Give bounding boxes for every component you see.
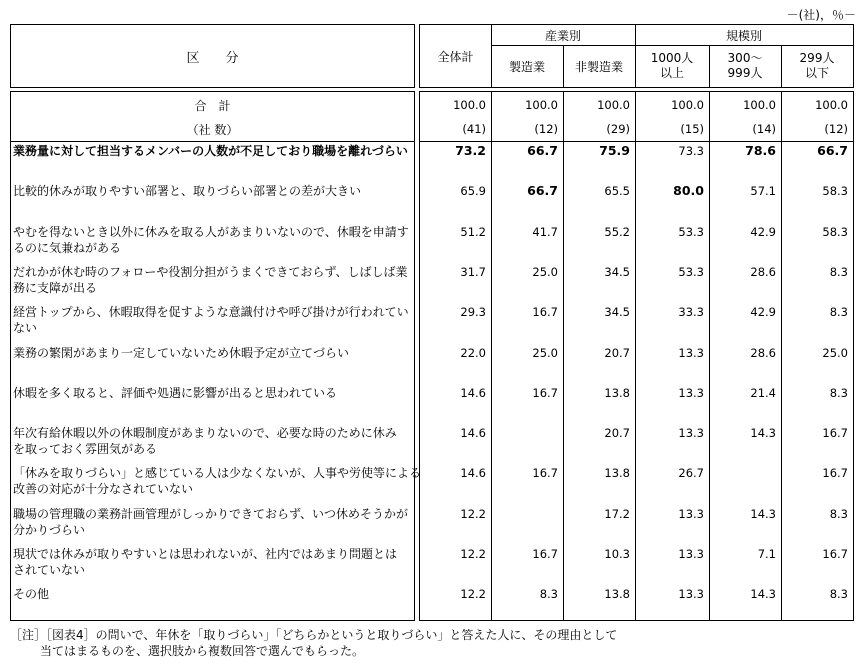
row-value: 13.8 [604,587,630,602]
row-value: 14.3 [750,426,776,441]
summary-count-value: (29) [606,122,630,136]
row-value: 51.2 [460,224,486,239]
row-value: 16.7 [822,426,848,441]
row-value: 22.0 [460,345,486,360]
row-label-cont: 務に支障が出る [13,280,98,295]
row-label: 比較的休みが取りやすい部署と、取りづらい部署との差が大きい [13,184,362,199]
summary-count-label: （社 数） [186,122,239,137]
note-line-2: 当てはまるものを、選択肢から複数回答で選んでもらった。 [40,644,365,658]
header-size-small: 299人 以下 [799,51,835,80]
header-category: 区 分 [186,50,239,66]
row-label: 業務の繁閑があまり一定していないため休暇予定が立てづらい [13,345,350,360]
row-value: 28.6 [750,264,776,279]
row-value: 8.3 [829,305,848,320]
row-label: 年次有給休暇以外の休暇制度があまりないので、必要な時のために休み [13,426,397,441]
row-label-cont: るのに気兼ねがある [13,240,122,255]
row-value: 8.3 [829,264,848,279]
row-value: 12.2 [460,506,486,521]
row-value: 21.4 [750,385,776,400]
row-value: 34.5 [604,305,630,320]
summary-count-value: (12) [824,122,848,136]
row-value: 58.3 [822,224,848,239]
row-value: 66.7 [527,143,558,158]
header-size-group: 規模別 [725,28,762,43]
row-label: 経営トップから、休暇取得を促すような意識付けや呼び掛けが行われてい [13,305,409,320]
summary-count-value: (12) [534,122,558,136]
row-label: 現状では休みが取りやすいとは思われないが、社内ではあまり問題とは [13,547,398,561]
row-value: 28.6 [750,345,776,360]
header-non-manufacturing: 非製造業 [574,59,623,74]
summary-count-value: (15) [680,122,704,136]
row-label: やむを得ないとき以外に休みを取る人があまりいないので、休暇を申請す [13,224,409,239]
row-value: 25.0 [532,264,558,279]
row-value: 10.3 [604,547,630,561]
summary-total-value: 100.0 [525,98,558,112]
row-value: 80.0 [673,183,704,199]
row-value: 29.3 [460,305,486,320]
row-value: 12.2 [460,587,486,602]
row-label-cont: 改善の対応が十分なされていない [13,482,194,497]
row-value: 42.9 [750,224,776,239]
row-value: 13.3 [678,547,704,561]
row-label-cont: ない [13,321,38,336]
row-value: 25.0 [822,345,848,360]
row-value: 16.7 [532,466,558,481]
row-value: 20.7 [604,345,630,360]
row-value: 53.3 [678,224,704,239]
summary-total-value: 100.0 [743,98,776,112]
row-label-cont: されていない [13,563,86,577]
row-value: 13.8 [604,385,630,400]
row-value: 73.2 [455,143,486,158]
row-value: 31.7 [460,264,486,279]
row-value: 8.3 [539,587,558,602]
row-value: 16.7 [532,305,558,320]
row-value: 14.6 [460,466,486,481]
row-value: 16.7 [532,547,558,561]
row-value: 66.7 [817,143,848,158]
row-value: 7.1 [757,547,776,561]
row-label: 職場の管理職の業務計画管理がしっかりできておらず、いつ休めそうかが [13,506,409,521]
row-value: 8.3 [829,506,848,521]
row-value: 41.7 [532,224,558,239]
row-value: 14.3 [750,506,776,521]
row-value: 42.9 [750,305,776,320]
row-value: 53.3 [678,264,704,279]
unit-label: －(社)，％－ [786,8,856,22]
summary-total-value: 100.0 [671,98,704,112]
row-value: 26.7 [678,466,704,481]
row-value: 17.2 [604,506,630,521]
row-value: 8.3 [829,587,848,602]
row-value: 13.3 [678,587,704,602]
header-manufacturing: 製造業 [508,59,545,74]
row-value: 14.6 [460,385,486,400]
row-value: 14.3 [750,587,776,602]
body-values-box [419,91,854,621]
row-value: 12.2 [460,547,486,561]
row-value: 16.7 [532,385,558,400]
row-value: 78.6 [745,143,776,158]
header-total: 全体計 [437,49,474,64]
summary-count-value: (14) [752,122,776,136]
header-size-mid: 300～ 999人 [727,51,763,80]
summary-total-value: 100.0 [597,98,630,112]
row-value: 57.1 [750,184,776,199]
row-value: 13.3 [678,426,704,441]
row-value: 20.7 [604,426,630,441]
summary-total-label: 合 計 [194,98,231,113]
row-value: 66.7 [527,183,558,199]
summary-total-value: 100.0 [815,98,848,112]
row-label: 業務量に対して担当するメンバーの人数が不足しており職場を離れづらい [13,144,408,158]
row-value: 16.7 [822,466,848,481]
header-industry-group: 産業別 [544,28,581,43]
row-value: 65.9 [460,184,486,199]
header-size-large: 1000人 以上 [650,51,694,80]
row-label: 「休みを取りづらい」と感じている人は少なくないが、人事や労使等による [13,466,422,481]
note-line-1: ［注］［図表4］の問いで、年休を「取りづらい」「どちらかというと取りづらい」と答えた人に、その理由として [10,628,618,642]
row-label: だれかが休む時のフォローや役割分担がうまくできておらず、しばしば業 [13,264,408,279]
row-value: 25.0 [532,345,558,360]
row-value: 14.6 [460,426,486,441]
row-value: 75.9 [599,143,630,158]
row-value: 16.7 [822,547,848,561]
row-value: 73.3 [678,144,704,158]
row-value: 33.3 [678,305,704,320]
row-value: 13.3 [678,345,704,360]
row-value: 34.5 [604,264,630,279]
summary-count-value: (41) [462,122,486,136]
row-value: 58.3 [822,184,848,199]
row-value: 13.3 [678,385,704,400]
row-label: その他 [13,587,50,602]
header-columns-box [419,24,854,88]
row-value: 55.2 [604,224,630,239]
row-label-cont: 分かりづらい [13,522,86,537]
body-labels-box [10,91,422,621]
row-value: 8.3 [829,385,848,400]
header-category-box [10,24,415,88]
row-label-cont: を取っておく雰囲気がある [13,442,158,457]
row-label: 休暇を多く取ると、評価や処遇に影響が出ると思われている [13,385,338,400]
summary-total-value: 100.0 [453,98,486,112]
row-value: 13.8 [604,466,630,481]
row-value: 13.3 [678,506,704,521]
row-value: 65.5 [604,184,630,199]
